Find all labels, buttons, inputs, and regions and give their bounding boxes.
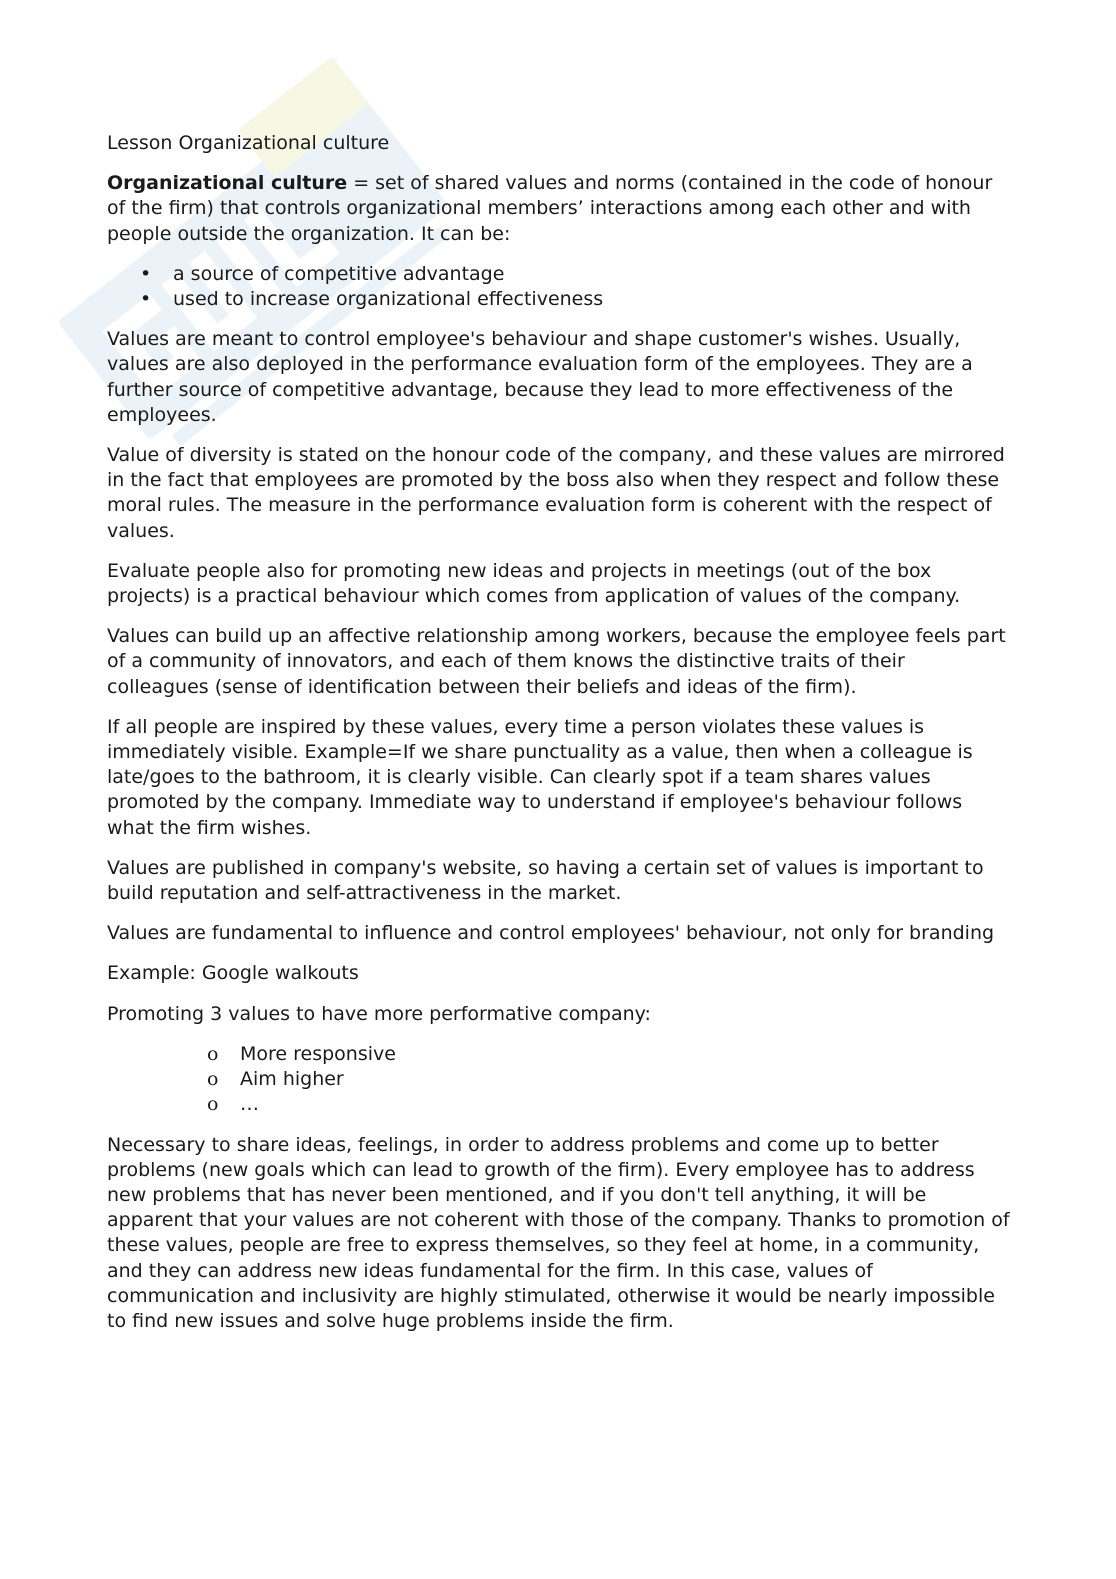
paragraph: Values are meant to control employee's behaviour and shape customer's wishes. Usually, values are also deployed in the performance evaluation form of the employees. They are a further source of competitive advantage, because they lead to more effectiveness of the employees. [107, 328, 973, 426]
paragraph: Evaluate people also for promoting new ideas and projects in meetings (out of the box projects) is a practical behaviour which comes from application of values of the company. [107, 559, 961, 608]
paragraph: Values are published in company's website, so having a certain set of values is important to build reputation and self-attractiveness in the market. [107, 856, 984, 905]
list-item [107, 262, 1012, 287]
list-item [107, 1042, 1012, 1067]
list-item-text: … [240, 1093, 259, 1116]
bullet-marker: • [140, 262, 152, 285]
paragraph: Value of diversity is stated on the honour code of the company, and these values are mirrored in the fact that employees are promoted by the boss also when they respect and follow these moral rules. The measure in the performance evaluation form is coherent with the respect of values. [107, 444, 1005, 542]
sub-marker: o [207, 1093, 219, 1116]
list-item-text: a source of competitive advantage [173, 262, 505, 285]
paragraph: Values can build up an affective relationship among workers, because the employee feels part of a community of innovators, and each of them knows the distinctive traits of their colleagues (sense of identification between their beliefs and ideas of the firm). [107, 625, 1006, 698]
definition-paragraph [107, 171, 1012, 247]
list-item-text: More responsive [240, 1042, 396, 1065]
paragraph: Example: Google walkouts [107, 962, 359, 985]
paragraph: Values are fundamental to influence and control employees' behaviour, not only for branding [107, 922, 995, 945]
paragraph: If all people are inspired by these values, every time a person violates these values is immediately visible. Example=If we share punctuality as a value, then when a colleague is late/goes to the bathroom, it is clearly visible. Can clearly spot if a team shares values promoted by the company. Immediate way to understand if employee's behaviour follows what the firm wishes. [107, 715, 973, 839]
definition-term: Organizational culture [107, 172, 348, 195]
list-item [107, 287, 1012, 312]
document-title: Lesson Organizational culture [107, 132, 390, 154]
bullet-marker: • [140, 288, 152, 311]
sub-list [107, 1042, 1012, 1118]
list-item-text: Aim higher [240, 1068, 344, 1091]
document-body [107, 131, 1012, 1349]
closing-paragraph: Necessary to share ideas, feelings, in order to address problems and come up to better problems (new goals which can lead to growth of the firm). Every employee has to address new problems that has never been mentioned, and if you don't tell anything, it will be apparent that your values are not coherent with those of the company. Thanks to promotion of these values, people are free to express themselves, so they feel at home, in a community, and they can address new ideas fundamental for the firm. In this case, values of communication and inclusivity are highly stimulated, otherwise it would be nearly impossible to find new issues and solve huge problems inside the firm. [107, 1133, 1010, 1332]
list-item-text: used to increase organizational effectiveness [173, 288, 604, 311]
list-item [107, 1092, 1012, 1117]
bullet-list [107, 262, 1012, 312]
sub-marker: o [207, 1042, 219, 1065]
definition-text: = set of shared values and norms (contained in the code of honour of the firm) that controls organizational members’ interactions among each other and with people outside the organization. It can be: [107, 172, 993, 245]
list-item [107, 1067, 1012, 1092]
paragraph: Promoting 3 values to have more performative company: [107, 1002, 651, 1025]
sub-marker: o [207, 1068, 219, 1091]
